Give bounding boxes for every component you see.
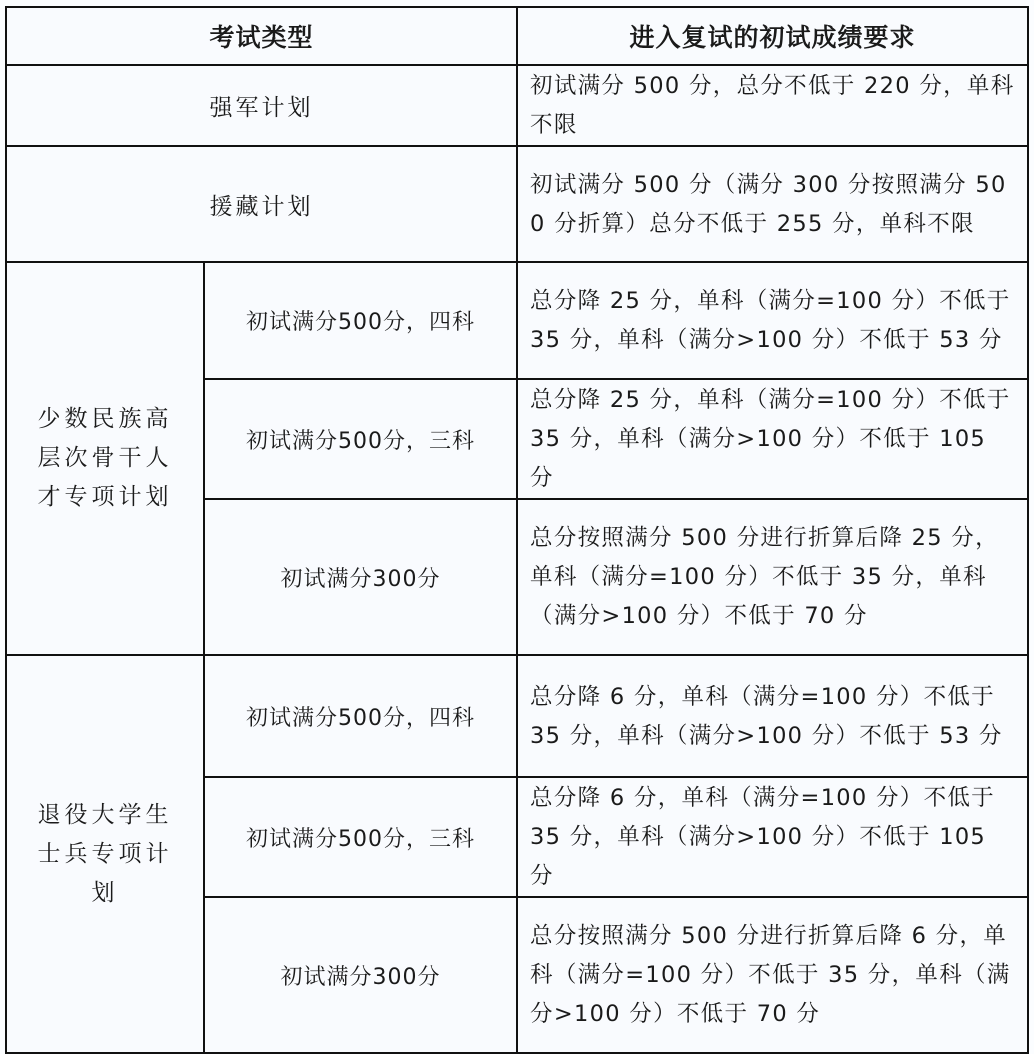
requirement-cell: 总分降 25 分，单科（满分=100 分）不低于 35 分，单科（满分>100 分）不低于 105 分 [517, 379, 1028, 499]
requirement-cell: 总分降 25 分，单科（满分=100 分）不低于 35 分，单科（满分>100 分）不低于 53 分 [517, 262, 1028, 379]
table-row [6, 262, 1028, 379]
requirement-cell: 总分按照满分 500 分进行折算后降 25 分，单科（满分=100 分）不低于 35 分，单科（满分>100 分）不低于 70 分 [517, 499, 1028, 655]
requirement-cell: 总分降 6 分，单科（满分=100 分）不低于 35 分，单科（满分>100 分）不低于 53 分 [517, 655, 1028, 777]
header-row [6, 7, 1028, 65]
header-exam-type: 考试类型 [6, 7, 517, 65]
subtype-cell: 初试满分500分，四科 [204, 262, 517, 379]
exam-type-cell: 强军计划 [6, 65, 517, 146]
group-name-cell: 少数民族高层次骨干人才专项计划 [6, 262, 204, 655]
subtype-cell: 初试满分500分，四科 [204, 655, 517, 777]
requirement-cell: 初试满分 500 分，总分不低于 220 分，单科不限 [517, 65, 1028, 146]
table-row [6, 65, 1028, 146]
subtype-cell: 初试满分300分 [204, 897, 517, 1053]
table-row [6, 655, 1028, 777]
score-requirements-table [5, 6, 1029, 1054]
subtype-cell: 初试满分500分，三科 [204, 777, 517, 897]
exam-type-cell: 援藏计划 [6, 146, 517, 262]
group-name-cell: 退役大学生士兵专项计划 [6, 655, 204, 1053]
table-row [6, 146, 1028, 262]
subtype-cell: 初试满分500分，三科 [204, 379, 517, 499]
header-requirement: 进入复试的初试成绩要求 [517, 7, 1028, 65]
requirement-cell: 总分按照满分 500 分进行折算后降 6 分，单科（满分=100 分）不低于 35 分，单科（满分>100 分）不低于 70 分 [517, 897, 1028, 1053]
requirement-cell: 总分降 6 分，单科（满分=100 分）不低于 35 分，单科（满分>100 分）不低于 105 分 [517, 777, 1028, 897]
subtype-cell: 初试满分300分 [204, 499, 517, 655]
requirement-cell: 初试满分 500 分（满分 300 分按照满分 500 分折算）总分不低于 255 分，单科不限 [517, 146, 1028, 262]
